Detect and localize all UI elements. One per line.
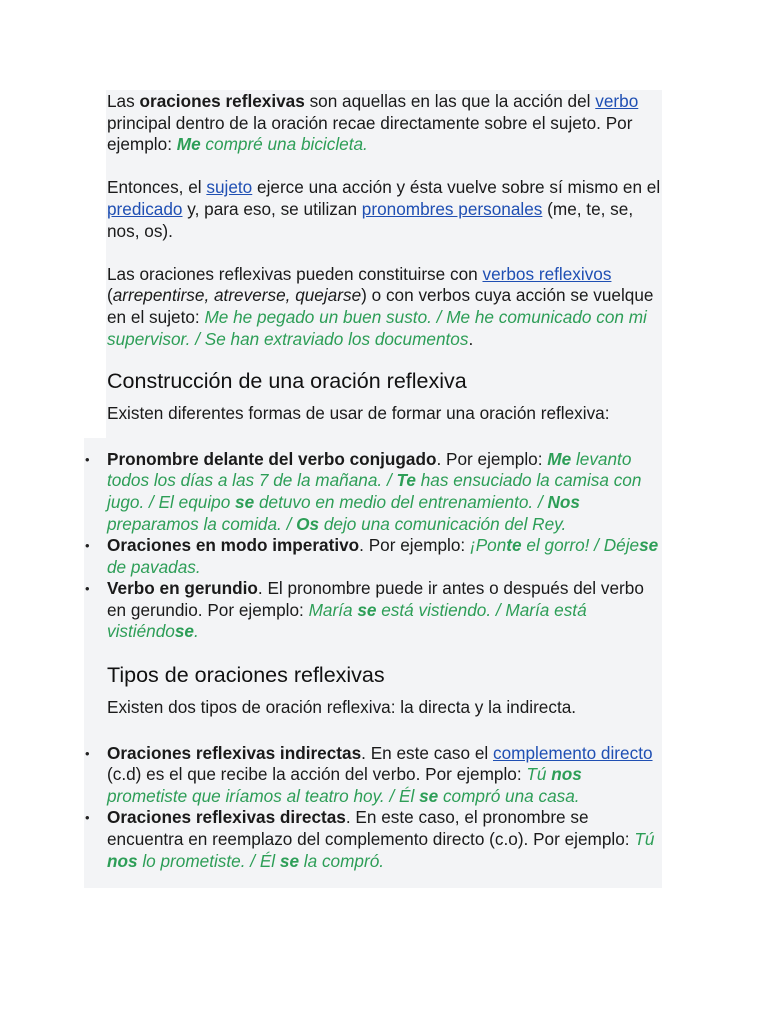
list-item: • Oraciones reflexivas directas. En este caso, el pronombre se encuentra en reemplazo del complemento directo (c.o). Por ejemplo: Tú nos lo prometiste. / Él se la compró. (107, 807, 663, 872)
example-text: Me compré una bicicleta. (176, 134, 368, 155)
link-predicado[interactable]: predicado (107, 198, 183, 219)
link-sujeto[interactable]: sujeto (206, 177, 253, 198)
heading-tipos: Tipos de oraciones reflexivas (107, 663, 385, 688)
term-oraciones-reflexivas: oraciones reflexivas (139, 91, 305, 111)
intro-paragraph-2: Entonces, el sujeto ejerce una acción y ésta vuelve sobre sí mismo en el predicado y, para eso, se utilizan pronombres personales (me, te, se, nos, os). (107, 177, 661, 241)
list-item: • Verbo en gerundio. El pronombre puede ir antes o después del verbo en gerundio. Por ejemplo: María se está vistiendo. / María está vistiéndose. (107, 578, 663, 643)
example-text: María se está vistiendo. / María está vistiéndose. (107, 599, 587, 642)
link-complemento-directo[interactable]: complemento directo (492, 742, 653, 763)
example-text: Me he pegado un buen susto. / Me he comunicado con mi supervisor. / Se han extraviado los documentos (107, 306, 647, 349)
article-body (107, 91, 663, 872)
construction-list (107, 449, 663, 643)
link-verbo[interactable]: verbo (595, 91, 639, 111)
types-list (107, 743, 663, 873)
example-text: Me levanto todos los días a las 7 de la mañana. / Te has ensuciado la camisa con jugo. / El equipo se detuvo en medio del entrenamiento. / Nos preparamos la comida. / Os dejo una comunicación del Rey. (107, 448, 642, 534)
example-text: ¡Ponte el gorro! / Déjese de pavadas. (107, 535, 659, 577)
example-text: Tú nos lo prometiste. / Él se la compró. (107, 829, 655, 871)
list-item: • Oraciones en modo imperativo. Por ejemplo: ¡Ponte el gorro! / Déjese de pavadas. (107, 535, 663, 578)
section1-lead: Existen diferentes formas de usar de formar una oración reflexiva: (107, 403, 610, 424)
link-pronombres-personales[interactable]: pronombres personales (361, 198, 543, 219)
heading-construccion: Construcción de una oración reflexiva (107, 369, 467, 394)
section2-lead: Existen dos tipos de oración reflexiva: la directa y la indirecta. (107, 697, 577, 718)
list-item: • Pronombre delante del verbo conjugado. Por ejemplo: Me levanto todos los días a las 7 de la mañana. / Te has ensuciado la camisa con jugo. / El equipo se detuvo en medio del entrenamiento. / Nos preparamos la comida. / Os dejo una comunicación del Rey. (107, 449, 663, 535)
intro-paragraph-3: Las oraciones reflexivas pueden constituirse con verbos reflexivos (arrepentirse, atreverse, quejarse) o con verbos cuya acción se vuelque en el sujeto: Me he pegado un buen susto. / Me he comunicado con mi supervisor. / Se han extraviado los documentos. (107, 263, 654, 349)
link-verbos-reflexivos[interactable]: verbos reflexivos (482, 263, 612, 284)
intro-paragraph-1: Las oraciones reflexivas son aquellas en las que la acción del verbo principal dentro de la oración recae directamente sobre el sujeto. Por ejemplo: Me compré una bicicleta. (107, 91, 639, 155)
example-text: Tú nos prometiste que iríamos al teatro hoy. / Él se compró una casa. (107, 764, 582, 806)
list-item: • Oraciones reflexivas indirectas. En este caso el complemento directo (c.d) es el que recibe la acción del verbo. Por ejemplo: Tú nos prometiste que iríamos al teatro hoy. / Él se compró una casa. (107, 743, 663, 808)
